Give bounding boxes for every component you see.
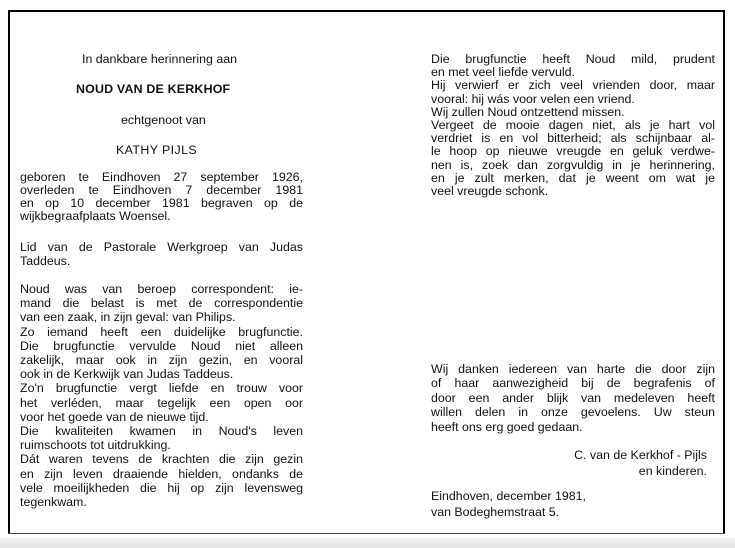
text-line: geboren te Eindhoven 27 september 1926, — [20, 170, 303, 184]
text-line: Wij danken iedereen van harte die door zijn — [431, 362, 715, 376]
text-line: en je zult merken, dat je weent om wat je — [431, 170, 715, 185]
text-line: Zo iemand heeft een duidelijke brugfunctie. — [20, 324, 303, 339]
address-block — [431, 488, 715, 520]
text-line: en met veel liefde vervuld. — [431, 65, 575, 80]
deceased-name: NOUD VAN DE KERKHOF — [76, 82, 231, 96]
address-line: Eindhoven, december 1981, — [431, 489, 586, 503]
thanks-paragraph — [431, 362, 715, 434]
text-line: Wij zullen Noud ontzettend missen. — [431, 104, 625, 119]
text-line: voor het goede van de nieuwe tijd. — [20, 409, 209, 424]
life-dates-paragraph — [20, 171, 303, 223]
card-border-right — [723, 10, 725, 534]
text-line: vooral: hij wás voor velen een vriend. — [431, 91, 635, 106]
text-line: verdriet is en vol bitterheid; als schijnbaar al- — [431, 131, 715, 146]
text-line: wijkbegraafplaats Woensel. — [20, 209, 171, 223]
text-line: Noud was van beroep correspondent: ie- — [20, 282, 303, 296]
text-line: veel vreugde schonk. — [431, 184, 549, 199]
text-line: willen delen in onze gevoelens. Uw steun — [431, 405, 715, 420]
text-line: Dát waren tevens de krachten die zijn gezin — [20, 452, 303, 467]
spouse-name: KATHY PIJLS — [116, 143, 198, 157]
text-line: Die brugfunctie vervulde Noud niet alleen — [20, 338, 303, 353]
text-line: le hoop op nieuwe vreugde en geluk verdwe- — [431, 144, 715, 159]
card-border-top — [8, 10, 725, 12]
signature-line: C. van de Kerkhof - Pijls — [574, 448, 707, 462]
signature-line: en kinderen. — [638, 464, 707, 478]
text-line: het verléden, maar tegelijk een open oor — [20, 395, 303, 410]
text-line: mand die belast is met de correspondentie — [20, 296, 303, 311]
text-line: overleden te Eindhoven 7 december 1981 — [20, 183, 303, 197]
text-line: tegenkwam. — [20, 495, 87, 510]
text-line: zakelijk, maar ook in zijn gezin, en vooral — [20, 353, 303, 368]
text-line: Lid van de Pastorale Werkgroep van Judas — [20, 240, 303, 254]
address-line: van Bodeghemstraat 5. — [431, 505, 560, 519]
text-line: nen is, zoek dan zorgvuldig in je herinnering, — [431, 157, 715, 172]
signature-block — [431, 447, 715, 479]
text-line: van een zaak, in zijn geval: van Philips. — [20, 310, 236, 325]
text-line: of haar aanwezigheid bij de begrafenis of — [431, 376, 715, 391]
page-edge — [0, 538, 735, 548]
intro-text: In dankbare herinnering aan — [82, 52, 237, 66]
card-border-left — [8, 10, 10, 534]
membership-paragraph — [20, 240, 303, 268]
text-line: en op 10 december 1981 begraven op de — [20, 196, 303, 210]
text-line: Die kwaliteiten kwamen in Noud's leven — [20, 424, 303, 439]
text-line: en zijn leven draaiende hielden, ondanks de — [20, 466, 303, 481]
career-paragraph — [20, 282, 303, 509]
text-line: Die brugfunctie heeft Noud mild, prudent — [431, 52, 715, 66]
text-line: heeft ons erg goed gedaan. — [431, 419, 583, 434]
text-line: Hij verwierf er zich veel vrienden door, maar — [431, 78, 715, 93]
text-line: Zo'n brugfunctie vergt liefde en trouw voor — [20, 381, 303, 396]
text-line: door een ander blijk van medeleven heeft — [431, 390, 715, 405]
card-border-bottom — [8, 533, 725, 534]
text-line: ook in de Kerkwijk van Judas Taddeus. — [20, 367, 234, 382]
text-line: ruimschoots tot uitdrukking. — [20, 438, 171, 453]
tribute-paragraph — [431, 53, 715, 198]
text-line: Vergeet de mooie dagen niet, als je hart vol — [431, 118, 715, 133]
text-line: vele moeilijkheden die hij op zijn levensweg — [20, 480, 303, 495]
text-line: Taddeus. — [20, 254, 71, 268]
spouse-label: echtgenoot van — [121, 113, 206, 127]
